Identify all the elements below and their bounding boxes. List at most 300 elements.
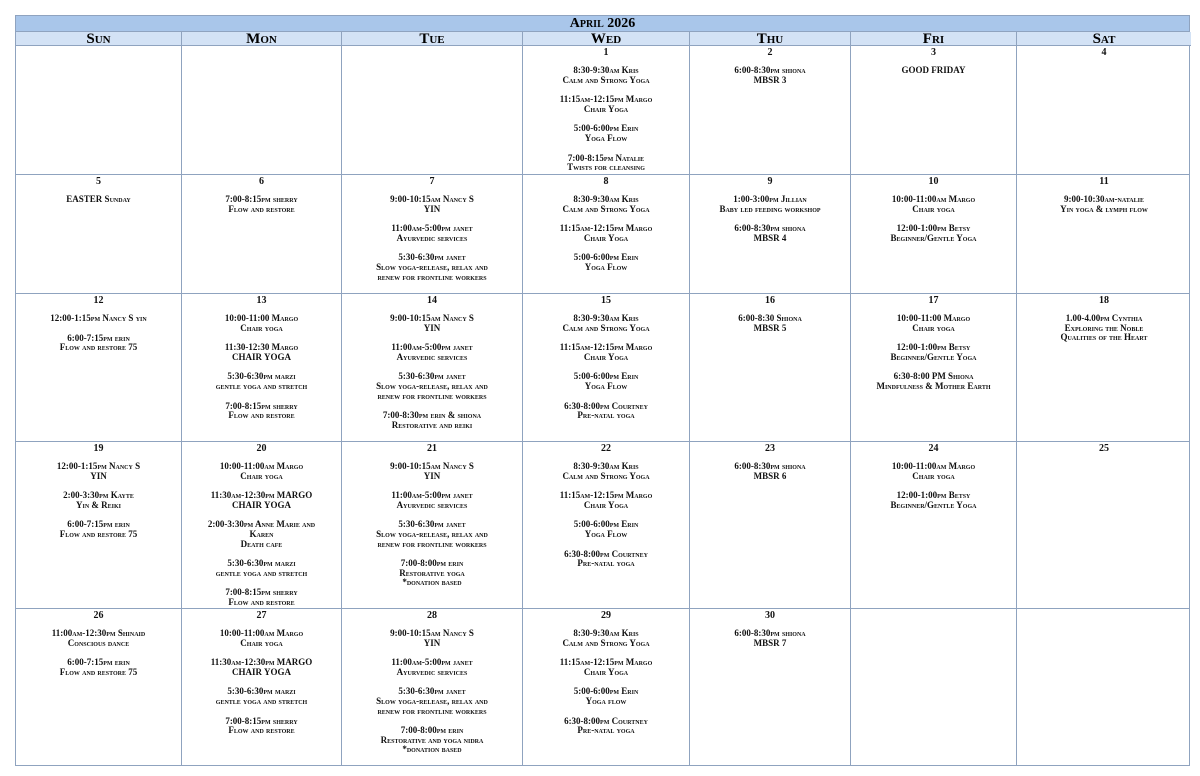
calendar-event (523, 66, 689, 85)
calendar-week (16, 609, 1189, 766)
event-time: 5:30-6:30pm janet (398, 252, 466, 263)
event-detail: *donation based (402, 577, 462, 588)
day-number: 4 (1101, 47, 1107, 58)
event-detail: Chair Yoga (583, 103, 629, 114)
calendar-event (523, 550, 689, 569)
event-time: 7:00-8:00pm erin (400, 558, 464, 569)
day-cell (523, 294, 690, 441)
event-detail: Pre-natal yoga (577, 558, 635, 569)
event-detail: Chair yoga (912, 203, 955, 214)
day-number: 26 (93, 610, 104, 621)
event-time: 1:00-3:00pm Jillian (733, 194, 807, 204)
calendar-event (342, 559, 522, 588)
calendar-event (342, 658, 522, 677)
event-detail: Chair yoga (912, 470, 955, 481)
event-time: 5:00-6:00pm Erin (573, 252, 639, 263)
day-number: 9 (767, 176, 773, 187)
calendar-event (342, 195, 522, 214)
event-time: 6:00-8:30pm shiona (734, 461, 806, 471)
event-time: 6:00-8:30pm shiona (734, 65, 806, 75)
event-detail: Chair yoga (240, 470, 283, 481)
event-time: 11:00am-5:00pm janet (391, 223, 473, 234)
event-detail: MBSR 5 (753, 322, 787, 333)
event-detail: Flow and restore (228, 725, 295, 736)
calendar-event (523, 629, 689, 648)
calendar-event (342, 726, 522, 755)
event-detail: YIN (90, 470, 107, 481)
event-time: 10:00-11:00 Margo (896, 313, 971, 323)
event-detail: CHAIR YOGA (232, 351, 291, 362)
event-detail: Beginner/Gentle Yoga (890, 232, 977, 243)
event-time: 5:30-6:30pm marzi (227, 371, 296, 382)
calendar-event (523, 658, 689, 677)
calendar-event (851, 372, 1016, 391)
event-detail: Yoga Flow (584, 132, 628, 143)
event-detail: Slow yoga-release, relax and (376, 528, 488, 539)
day-cell (1017, 442, 1191, 608)
event-time: EASTER Sunday (66, 194, 131, 204)
event-detail: Slow yoga-release, relax and (376, 261, 488, 272)
calendar-event (690, 629, 850, 648)
event-time: 11:00am-5:00pm janet (391, 490, 473, 501)
day-cell (16, 294, 182, 441)
day-number: 17 (928, 295, 939, 306)
day-cell (523, 175, 690, 293)
event-time: 10:00-11:00 Margo (224, 313, 299, 323)
event-detail: Yoga Flow (584, 528, 628, 539)
day-number: 1 (603, 47, 609, 58)
event-time: 10:00-11:00am Margo (891, 194, 976, 204)
event-detail: Chair yoga (240, 637, 283, 648)
calendar-event (182, 687, 341, 706)
day-number: 7 (429, 176, 435, 187)
event-time: 6:30-8:00pm Courtney (564, 548, 648, 559)
calendar-event (342, 687, 522, 716)
event-detail: gentle yoga and stretch (215, 380, 308, 391)
calendar-event (690, 195, 850, 214)
day-number: 13 (256, 295, 267, 306)
day-cell (182, 294, 342, 441)
calendar-event (523, 154, 689, 173)
event-detail: CHAIR YOGA (232, 666, 291, 677)
event-detail: gentle yoga and stretch (215, 695, 308, 706)
day-number: 12 (93, 295, 104, 306)
weekday-fri: Fri (851, 32, 1017, 46)
calendar-event (182, 717, 341, 736)
calendar-event (690, 224, 850, 243)
calendar-event (523, 343, 689, 362)
event-time: 7:00-8:15pm sherry (225, 400, 298, 411)
event-detail: Flow and restore (228, 410, 295, 421)
calendar-event (16, 462, 181, 481)
day-cell (182, 609, 342, 766)
event-time: 8:30-9:30am Kris (573, 628, 639, 638)
event-detail: renew for frontline workers (377, 271, 487, 282)
event-detail: Chair Yoga (583, 232, 629, 243)
calendar-event (182, 372, 341, 391)
calendar-event (523, 402, 689, 421)
event-detail: Yoga flow (585, 695, 627, 706)
event-detail: Flow and restore 75 (59, 342, 138, 353)
event-detail: Chair Yoga (583, 351, 629, 362)
calendar-event (182, 314, 341, 333)
day-number: 23 (765, 443, 775, 454)
calendar-event (16, 520, 181, 539)
event-time: 11:15am-12:15pm Margo (559, 342, 653, 353)
weekday-tue: Tue (342, 32, 523, 46)
calendar-event (182, 462, 341, 481)
event-detail: Yin yoga & lymph flow (1060, 203, 1148, 214)
event-time: 5:30-6:30pm janet (398, 519, 466, 530)
event-detail: Baby led feeding workshop (719, 203, 821, 214)
event-time: 5:00-6:00pm Erin (573, 519, 639, 530)
event-time: 7:00-8:15pm sherry (225, 194, 298, 204)
day-cell (1017, 175, 1191, 293)
event-time: 6:00-7:15pm erin (67, 657, 130, 668)
day-cell (342, 609, 523, 766)
calendar-event (523, 195, 689, 214)
day-number: 14 (427, 295, 437, 306)
day-cell (342, 175, 523, 293)
event-detail: Twists for cleansing (567, 162, 645, 173)
event-time: 12:00-1:00pm Betsy (896, 223, 971, 234)
calendar-event (851, 66, 1016, 76)
day-number: 11 (1099, 176, 1109, 187)
event-detail: Yoga Flow (584, 261, 628, 272)
calendar-event (1017, 195, 1191, 214)
event-detail: Pre-natal yoga (577, 725, 635, 736)
event-detail: Yoga Flow (584, 380, 628, 391)
day-cell (1017, 609, 1191, 766)
event-time: 12:00-1:00pm Betsy (896, 342, 971, 353)
calendar-event (851, 491, 1016, 510)
day-number: 3 (931, 47, 936, 58)
calendar-week (16, 294, 1189, 442)
day-cell (1017, 46, 1191, 174)
day-cell (342, 294, 523, 441)
event-detail: Chair Yoga (583, 499, 629, 510)
event-time: 5:00-6:00pm Erin (573, 123, 639, 134)
calendar-event (690, 462, 850, 481)
calendar-event (851, 224, 1016, 243)
calendar-event (523, 372, 689, 391)
day-number: 8 (603, 176, 609, 187)
calendar-event (16, 658, 181, 677)
day-cell (182, 46, 342, 174)
day-number: 20 (256, 443, 267, 454)
event-time: 11:30am-12:30pm MARGO (210, 657, 313, 668)
weekday-wed: Wed (523, 32, 690, 46)
event-detail: Restorative yoga (399, 567, 465, 578)
calendar-event (342, 520, 522, 549)
event-time: 11:00am-5:00pm janet (391, 657, 473, 668)
event-detail: Yin & Reiki (75, 499, 121, 510)
event-time: 9:00-10:15am Nancy S (390, 313, 474, 323)
day-number: 28 (427, 610, 437, 621)
event-time: GOOD FRIDAY (901, 65, 966, 75)
event-time: 8:30-9:30am Kris (573, 461, 639, 471)
calendar-event (342, 629, 522, 648)
calendar-event (851, 343, 1016, 362)
calendar-event (1017, 314, 1191, 343)
event-time: 2:00-3:30pm Anne Marie and (207, 519, 316, 530)
event-time: 11:15am-12:15pm Margo (559, 490, 653, 501)
calendar-event (690, 314, 850, 333)
event-detail: Chair yoga (912, 322, 955, 333)
day-cell (523, 46, 690, 174)
event-time: 10:00-11:00am Margo (891, 461, 976, 471)
event-time: 5:00-6:00pm Erin (573, 686, 639, 697)
day-cell (16, 46, 182, 174)
calendar-event (342, 491, 522, 510)
event-time: 5:30-6:30pm janet (398, 686, 466, 697)
event-detail: MBSR 3 (753, 74, 787, 85)
event-detail: YIN (423, 637, 441, 648)
weekday-mon: Mon (182, 32, 342, 46)
day-cell (690, 609, 851, 766)
event-time: 7:00-8:15pm Natalie (567, 152, 645, 163)
event-detail: Pre-natal yoga (577, 410, 635, 421)
day-cell (690, 46, 851, 174)
calendar-event (523, 224, 689, 243)
calendar-event (16, 195, 181, 205)
event-time: 11:15am-12:15pm Margo (559, 223, 653, 234)
calendar-event (342, 253, 522, 282)
event-detail: Qualities of the Heart (1060, 332, 1148, 343)
event-time: 6:00-7:15pm erin (67, 519, 130, 530)
calendar-event (523, 717, 689, 736)
event-detail: Ayurvedic services (396, 666, 468, 677)
event-detail: Slow yoga-release, relax and (376, 380, 488, 391)
calendar-event (16, 314, 181, 324)
event-time: 5:30-6:30pm marzi (227, 686, 296, 697)
day-cell (851, 294, 1017, 441)
event-time: 2:00-3:30pm Kayte (63, 490, 134, 501)
calendar-event (16, 334, 181, 353)
day-cell (523, 609, 690, 766)
event-detail: Death cafe (240, 538, 283, 549)
day-number: 18 (1099, 295, 1109, 306)
day-cell (342, 442, 523, 608)
event-time: 8:30-9:30am Kris (573, 313, 639, 323)
day-number: 10 (928, 176, 939, 187)
calendar-event (182, 520, 341, 549)
day-cell (182, 442, 342, 608)
event-time: 6:00-8:30 Shiona (738, 313, 802, 323)
calendar-event (342, 224, 522, 243)
calendar-title: April 2026 (16, 16, 1189, 32)
event-detail: Flow and restore 75 (59, 666, 138, 677)
event-detail: Beginner/Gentle Yoga (890, 499, 977, 510)
calendar-event (182, 491, 341, 510)
event-detail: renew for frontline workers (377, 705, 487, 716)
event-time: 8:30-9:30am Kris (573, 65, 639, 75)
event-detail: Restorative and yoga nidra (380, 734, 484, 745)
event-time: 6:30-8:00pm Courtney (564, 400, 648, 411)
day-cell (342, 46, 523, 174)
calendar-event (690, 66, 850, 85)
event-time: 5:30-6:30pm marzi (227, 558, 296, 569)
day-number: 19 (93, 443, 104, 454)
calendar-event (182, 658, 341, 677)
day-number: 21 (427, 443, 437, 454)
day-cell (16, 175, 182, 293)
calendar-event (523, 314, 689, 333)
day-cell (690, 294, 851, 441)
event-time: 12:00-1:15pm Nancy S (56, 461, 141, 471)
event-time: 1.00-4.00pm Cynthia (1065, 313, 1143, 323)
event-detail: MBSR 4 (753, 232, 787, 243)
event-detail: Calm and Strong Yoga (562, 637, 650, 648)
day-number: 16 (765, 295, 775, 306)
calendar-event (851, 195, 1016, 214)
event-detail: Calm and Strong Yoga (562, 470, 650, 481)
event-detail: Chair yoga (240, 322, 283, 333)
event-time: 11:30-12:30 Margo (224, 342, 299, 353)
calendar-event (523, 124, 689, 143)
event-time: 9:00-10:15am Nancy S (390, 628, 474, 638)
event-time: 10:00-11:00am Margo (219, 461, 304, 471)
event-detail: Calm and Strong Yoga (562, 322, 650, 333)
day-number: 27 (256, 610, 267, 621)
event-time: 10:00-11:00am Margo (219, 628, 304, 638)
day-cell (851, 442, 1017, 608)
day-cell (851, 46, 1017, 174)
event-time: 6:00-7:15pm erin (67, 332, 130, 343)
day-number: 29 (601, 610, 611, 621)
event-detail: Exploring the Noble (1064, 322, 1144, 333)
event-time: 7:00-8:15pm sherry (225, 587, 298, 598)
event-time: 11:15am-12:15pm Margo (559, 657, 653, 668)
event-time: 5:30-6:30pm janet (398, 371, 466, 382)
calendar-event (523, 462, 689, 481)
day-cell (690, 175, 851, 293)
day-number: 24 (928, 443, 939, 454)
calendar-event (342, 411, 522, 430)
event-detail: YIN (423, 470, 441, 481)
day-cell (16, 442, 182, 608)
day-cell (16, 609, 182, 766)
calendar-event (851, 314, 1016, 333)
event-detail: Ayurvedic services (396, 499, 468, 510)
event-detail: Karen (249, 528, 274, 539)
event-detail: Calm and Strong Yoga (562, 74, 650, 85)
event-time: 12:00-1:00pm Betsy (896, 490, 971, 501)
calendar-event (182, 343, 341, 362)
weekday-sat: Sat (1017, 32, 1191, 46)
event-time: 9:00-10:15am Nancy S (390, 461, 474, 471)
day-number: 30 (765, 610, 775, 621)
day-cell (851, 175, 1017, 293)
calendar-event (523, 491, 689, 510)
event-detail: renew for frontline workers (377, 538, 487, 549)
event-time: 6:00-8:30pm shiona (734, 628, 806, 638)
event-detail: Flow and restore 75 (59, 528, 138, 539)
day-cell (851, 609, 1017, 766)
calendar-event (182, 559, 341, 578)
calendar-event (342, 372, 522, 401)
event-detail: MBSR 7 (753, 637, 787, 648)
event-time: 6:30-8:00pm Courtney (564, 715, 648, 726)
event-detail: Calm and Strong Yoga (562, 203, 650, 214)
event-time: 7:00-8:00pm erin (400, 725, 464, 736)
event-detail: Ayurvedic services (396, 232, 468, 243)
event-detail: *donation based (402, 744, 462, 755)
event-detail: Mindfulness & Mother Earth (876, 380, 991, 391)
calendar-event (182, 629, 341, 648)
calendar-event (182, 402, 341, 421)
calendar-week (16, 46, 1189, 175)
calendar-weeks (16, 46, 1189, 766)
event-time: 11:15am-12:15pm Margo (559, 94, 653, 105)
event-detail: Slow yoga-release, relax and (376, 695, 488, 706)
calendar-event (342, 343, 522, 362)
event-detail: Beginner/Gentle Yoga (890, 351, 977, 362)
event-time: 9:00-10:15am Nancy S (390, 194, 474, 204)
day-number: 5 (96, 176, 101, 187)
event-time: 7:00-8:30pm erin & shiona (382, 410, 482, 421)
day-number: 15 (601, 295, 611, 306)
calendar (15, 15, 1190, 766)
weekday-sun: Sun (16, 32, 182, 46)
event-time: 6:00-8:30pm shiona (734, 223, 806, 234)
event-detail: Restorative and reiki (391, 419, 473, 430)
event-time: 11:00am-12:30pm Shinaid (51, 628, 146, 638)
calendar-event (342, 314, 522, 333)
calendar-event (182, 195, 341, 214)
event-detail: Ayurvedic services (396, 351, 468, 362)
day-number: 2 (767, 47, 773, 58)
weekday-header (16, 32, 1189, 46)
event-time: 9:00-10:30am-natalie (1064, 194, 1144, 204)
calendar-week (16, 442, 1189, 609)
calendar-event (851, 462, 1016, 481)
event-detail: YIN (423, 322, 441, 333)
event-detail: Conscious dance (67, 637, 130, 648)
calendar-event (16, 491, 181, 510)
event-detail: Chair Yoga (583, 666, 629, 677)
event-detail: CHAIR YOGA (232, 499, 291, 510)
day-cell (523, 442, 690, 608)
calendar-event (523, 520, 689, 539)
calendar-event (16, 629, 181, 648)
weekday-thu: Thu (690, 32, 851, 46)
event-detail: Flow and restore (228, 596, 295, 607)
day-cell (1017, 294, 1191, 441)
event-time: 5:00-6:00pm Erin (573, 371, 639, 382)
day-number: 6 (259, 176, 264, 187)
calendar-event (523, 95, 689, 114)
event-detail: YIN (423, 203, 441, 214)
event-time: 11:00am-5:00pm janet (391, 342, 473, 353)
day-cell (690, 442, 851, 608)
event-detail: Flow and restore (228, 203, 295, 214)
event-time: 8:30-9:30am Kris (573, 194, 639, 204)
event-detail: renew for frontline workers (377, 390, 487, 401)
event-detail: MBSR 6 (753, 470, 787, 481)
day-cell (182, 175, 342, 293)
calendar-event (523, 253, 689, 272)
calendar-week (16, 175, 1189, 294)
calendar-event (342, 462, 522, 481)
event-time: 11:30am-12:30pm MARGO (210, 490, 313, 501)
event-time: 12:00-1:15pm Nancy S yin (50, 313, 147, 323)
event-time: 7:00-8:15pm sherry (225, 715, 298, 726)
calendar-event (182, 588, 341, 607)
day-number: 22 (601, 443, 611, 454)
day-number: 25 (1099, 443, 1109, 454)
calendar-event (523, 687, 689, 706)
